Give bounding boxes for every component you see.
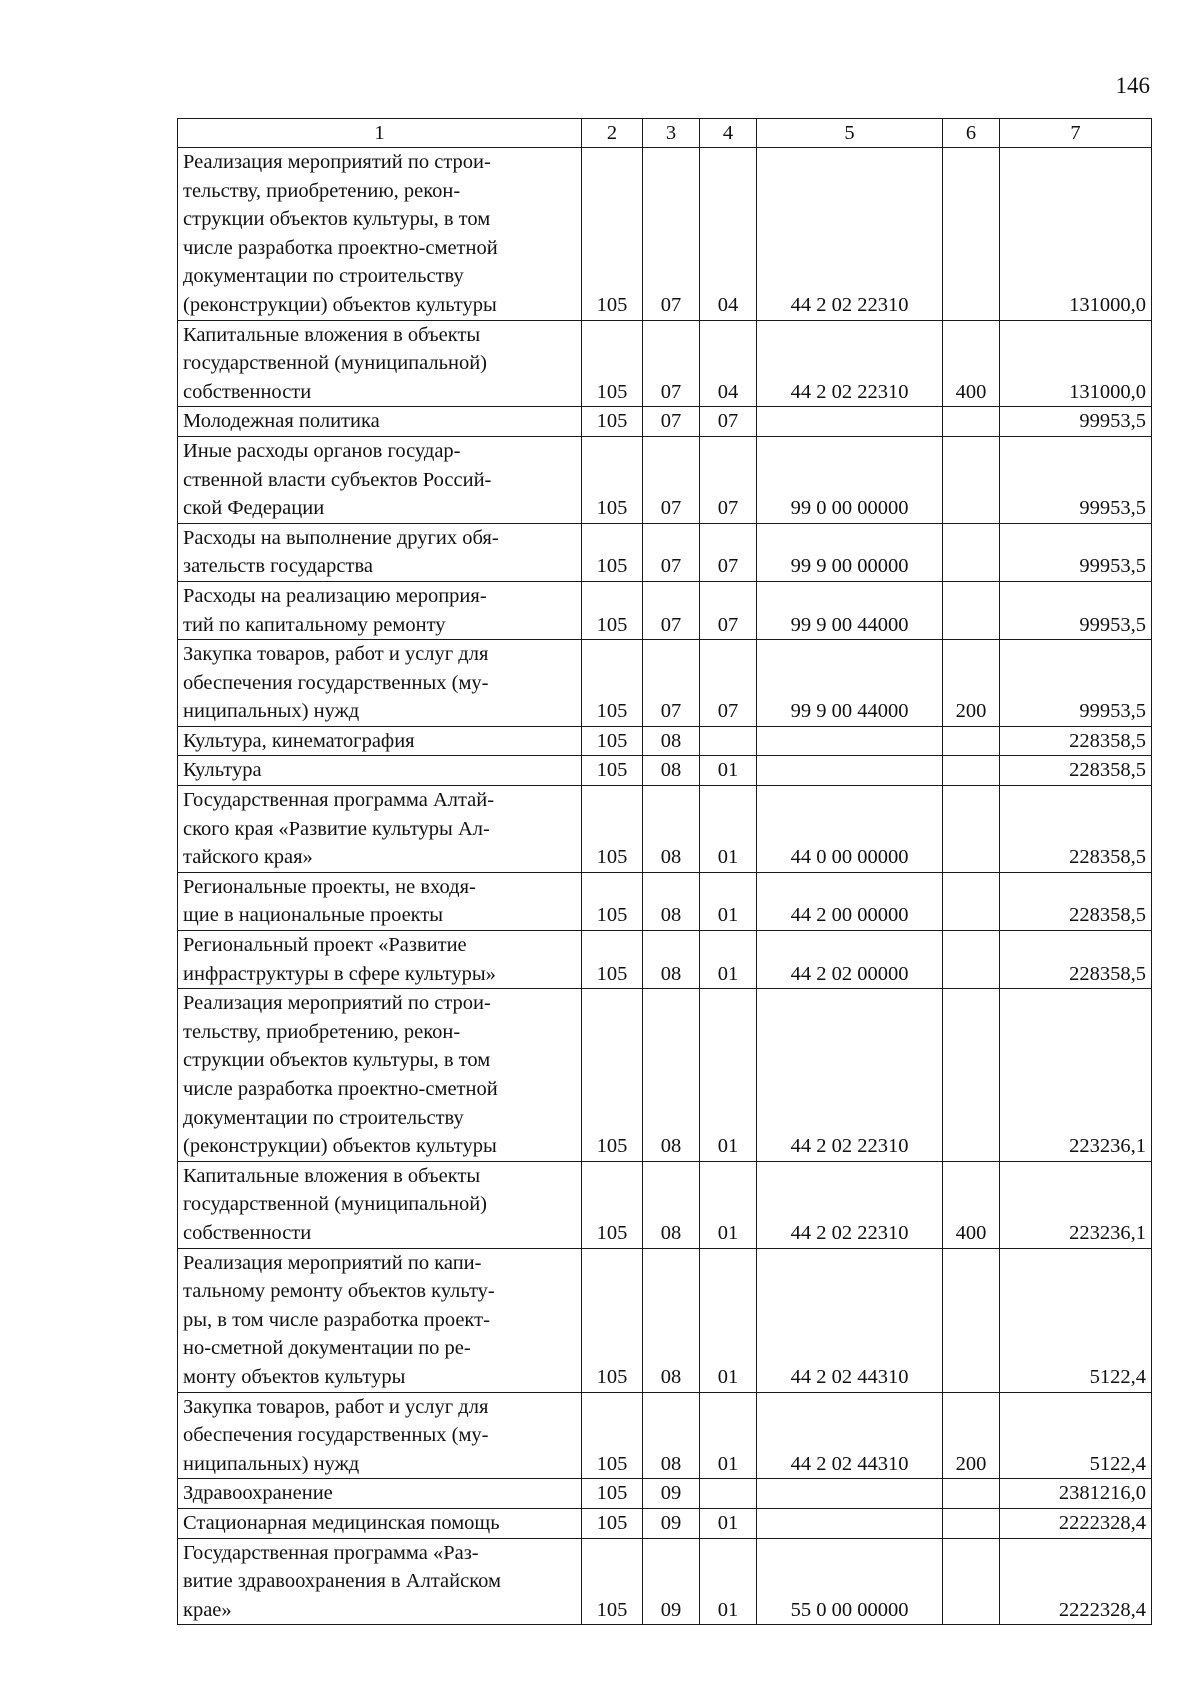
row-col-5-cell	[757, 407, 943, 437]
row-name-cell	[178, 989, 582, 1162]
row-col-5-cell: 44 2 00 00000	[757, 872, 943, 930]
row-col-2-cell: 105	[582, 1479, 643, 1509]
row-col-7-cell: 2381216,0	[1000, 1479, 1152, 1509]
row-name-cell	[178, 581, 582, 639]
row-col-5-cell: 99 9 00 44000	[757, 581, 943, 639]
table-row	[178, 989, 1152, 1162]
header-col-1: 1	[178, 119, 582, 148]
row-col-6-cell	[943, 148, 1000, 321]
row-col-2-cell: 105	[582, 1538, 643, 1625]
row-col-7-cell: 99953,5	[1000, 523, 1152, 581]
row-col-5-cell: 44 0 00 00000	[757, 786, 943, 873]
row-col-6-cell	[943, 1508, 1000, 1538]
row-col-5-cell: 99 9 00 44000	[757, 640, 943, 727]
header-col-7: 7	[1000, 119, 1152, 148]
row-col-4-cell: 01	[700, 1392, 757, 1479]
row-col-6-cell	[943, 436, 1000, 523]
row-col-5-cell	[757, 1479, 943, 1509]
table-row	[178, 407, 1152, 437]
table-row	[178, 931, 1152, 989]
row-col-5-cell: 99 9 00 00000	[757, 523, 943, 581]
row-col-7-cell: 5122,4	[1000, 1248, 1152, 1392]
row-col-6-cell	[943, 756, 1000, 786]
table-row	[178, 786, 1152, 873]
row-col-6-cell	[943, 872, 1000, 930]
table-row	[178, 581, 1152, 639]
row-col-3-cell: 07	[643, 148, 700, 321]
row-col-7-cell: 228358,5	[1000, 931, 1152, 989]
table-row	[178, 1248, 1152, 1392]
row-col-3-cell: 07	[643, 320, 700, 407]
row-col-3-cell: 08	[643, 872, 700, 930]
row-col-7-cell: 228358,5	[1000, 756, 1152, 786]
row-col-3-cell: 07	[643, 581, 700, 639]
row-name-cell	[178, 756, 582, 786]
row-name-cell	[178, 872, 582, 930]
row-name-text: Региональный проект «Развитие инфраструктуры в сфере культуры»	[183, 934, 496, 985]
row-col-4-cell	[700, 726, 757, 756]
row-col-2-cell: 105	[582, 640, 643, 727]
row-col-5-cell	[757, 726, 943, 756]
table-row	[178, 1538, 1152, 1625]
row-col-6-cell	[943, 786, 1000, 873]
row-col-7-cell: 131000,0	[1000, 148, 1152, 321]
row-col-6-cell	[943, 931, 1000, 989]
row-col-4-cell: 01	[700, 756, 757, 786]
row-col-5-cell: 44 2 02 44310	[757, 1392, 943, 1479]
row-col-7-cell: 223236,1	[1000, 989, 1152, 1162]
row-name-cell	[178, 148, 582, 321]
row-col-7-cell: 99953,5	[1000, 436, 1152, 523]
table-row	[178, 523, 1152, 581]
row-name-cell	[178, 640, 582, 727]
row-col-2-cell: 105	[582, 1508, 643, 1538]
row-name-text: Культура, кинематография	[183, 729, 415, 752]
row-col-2-cell: 105	[582, 148, 643, 321]
row-col-2-cell: 105	[582, 786, 643, 873]
row-col-4-cell: 01	[700, 872, 757, 930]
row-name-text: Государственная программа «Раз- витие здравоохранения в Алтайском крае»	[183, 1541, 501, 1621]
row-col-6-cell	[943, 1248, 1000, 1392]
row-col-5-cell: 44 2 02 22310	[757, 989, 943, 1162]
row-col-6-cell	[943, 581, 1000, 639]
row-col-7-cell: 99953,5	[1000, 640, 1152, 727]
table-row	[178, 756, 1152, 786]
row-col-3-cell: 07	[643, 407, 700, 437]
row-name-cell	[178, 407, 582, 437]
row-col-4-cell: 01	[700, 1508, 757, 1538]
row-col-6-cell: 200	[943, 1392, 1000, 1479]
row-col-7-cell: 2222328,4	[1000, 1508, 1152, 1538]
row-col-2-cell: 105	[582, 320, 643, 407]
row-name-text: Здравоохранение	[183, 1482, 333, 1505]
row-col-2-cell: 105	[582, 931, 643, 989]
row-name-text: Реализация мероприятий по строи- тельству, приобретению, рекон- струкции объектов культуры, в том числе разработка проектно-сметной документации по строительству (реконструкции) объектов культуры	[183, 992, 498, 1158]
row-col-2-cell: 105	[582, 726, 643, 756]
table-row	[178, 436, 1152, 523]
row-col-7-cell: 228358,5	[1000, 726, 1152, 756]
row-name-cell	[178, 1161, 582, 1248]
row-col-5-cell: 44 2 02 22310	[757, 320, 943, 407]
row-col-4-cell: 04	[700, 148, 757, 321]
header-row	[178, 119, 1152, 148]
table-row	[178, 320, 1152, 407]
row-col-2-cell: 105	[582, 1248, 643, 1392]
row-name-text: Закупка товаров, работ и услуг для обеспечения государственных (му- ниципальных) нужд	[183, 1395, 489, 1475]
page-number: 146	[1115, 73, 1150, 98]
row-col-3-cell: 08	[643, 726, 700, 756]
budget-table	[177, 118, 1152, 1625]
row-name-text: Культура	[183, 759, 262, 782]
row-col-3-cell: 09	[643, 1479, 700, 1509]
row-name-text: Государственная программа Алтай- ского края «Развитие культуры Ал- тайского края»	[183, 789, 495, 869]
row-col-6-cell	[943, 989, 1000, 1162]
row-col-5-cell: 99 0 00 00000	[757, 436, 943, 523]
row-col-3-cell: 07	[643, 436, 700, 523]
table-row	[178, 1161, 1152, 1248]
row-col-4-cell: 01	[700, 786, 757, 873]
table-body	[178, 148, 1152, 1625]
row-col-2-cell: 105	[582, 407, 643, 437]
row-col-4-cell: 07	[700, 407, 757, 437]
row-col-5-cell: 44 2 02 00000	[757, 931, 943, 989]
row-col-3-cell: 08	[643, 1392, 700, 1479]
row-col-4-cell: 07	[700, 640, 757, 727]
table-row	[178, 640, 1152, 727]
row-col-4-cell: 01	[700, 1161, 757, 1248]
row-col-5-cell	[757, 1508, 943, 1538]
row-col-4-cell: 01	[700, 989, 757, 1162]
row-col-3-cell: 08	[643, 756, 700, 786]
row-name-cell	[178, 523, 582, 581]
row-col-6-cell: 400	[943, 1161, 1000, 1248]
row-col-2-cell: 105	[582, 523, 643, 581]
row-col-3-cell: 07	[643, 640, 700, 727]
row-col-4-cell: 07	[700, 436, 757, 523]
row-name-cell	[178, 436, 582, 523]
row-col-4-cell: 01	[700, 931, 757, 989]
row-name-cell	[178, 726, 582, 756]
row-col-2-cell: 105	[582, 756, 643, 786]
row-col-2-cell: 105	[582, 1161, 643, 1248]
row-col-3-cell: 08	[643, 1161, 700, 1248]
header-col-2: 2	[582, 119, 643, 148]
row-name-text: Иные расходы органов государ- ственной власти субъектов Россий- ской Федерации	[183, 439, 492, 520]
row-col-4-cell: 01	[700, 1538, 757, 1625]
row-col-7-cell: 223236,1	[1000, 1161, 1152, 1248]
row-col-4-cell	[700, 1479, 757, 1509]
row-name-text: Стационарная медицинская помощь	[183, 1511, 500, 1534]
row-col-4-cell: 01	[700, 1248, 757, 1392]
row-name-text: Расходы на выполнение других обя- зательств государства	[183, 526, 499, 578]
row-col-3-cell: 08	[643, 989, 700, 1162]
row-col-5-cell: 44 2 02 44310	[757, 1248, 943, 1392]
row-name-cell	[178, 1538, 582, 1625]
row-col-7-cell: 228358,5	[1000, 786, 1152, 873]
row-name-text: Капитальные вложения в объекты государственной (муниципальной) собственности	[183, 323, 488, 403]
row-col-7-cell: 5122,4	[1000, 1392, 1152, 1479]
row-col-5-cell: 55 0 00 00000	[757, 1538, 943, 1625]
row-name-text: Реализация мероприятий по строи- тельству, приобретению, рекон- струкции объектов культуры, в том числе разработка проектно-сметной документации по строительству (реконструкции) объектов культуры	[183, 151, 498, 316]
row-col-7-cell: 99953,5	[1000, 581, 1152, 639]
header-col-4: 4	[700, 119, 757, 148]
row-col-6-cell: 200	[943, 640, 1000, 727]
row-col-4-cell: 07	[700, 523, 757, 581]
row-col-7-cell: 99953,5	[1000, 407, 1152, 437]
row-col-6-cell	[943, 726, 1000, 756]
header-col-6: 6	[943, 119, 1000, 148]
row-col-5-cell: 44 2 02 22310	[757, 1161, 943, 1248]
row-name-cell	[178, 1392, 582, 1479]
row-name-cell	[178, 1508, 582, 1538]
row-col-5-cell	[757, 756, 943, 786]
row-name-text: Расходы на реализацию мероприя- тий по капитальному ремонту	[183, 584, 487, 636]
row-name-cell	[178, 320, 582, 407]
table-row	[178, 872, 1152, 930]
header-col-3: 3	[643, 119, 700, 148]
row-name-text: Капитальные вложения в объекты государственной (муниципальной) собственности	[183, 1164, 488, 1244]
row-name-cell	[178, 931, 582, 989]
table-row	[178, 1392, 1152, 1479]
row-col-3-cell: 07	[643, 523, 700, 581]
header-col-5: 5	[757, 119, 943, 148]
row-col-4-cell: 04	[700, 320, 757, 407]
table-row	[178, 148, 1152, 321]
row-col-5-cell: 44 2 02 22310	[757, 148, 943, 321]
table-row	[178, 1508, 1152, 1538]
row-name-cell	[178, 1248, 582, 1392]
row-name-text: Молодежная политика	[183, 410, 380, 433]
table-row	[178, 1479, 1152, 1509]
row-col-2-cell: 105	[582, 989, 643, 1162]
row-name-cell	[178, 1479, 582, 1509]
row-col-6-cell	[943, 523, 1000, 581]
row-col-6-cell	[943, 1538, 1000, 1625]
row-col-3-cell: 08	[643, 786, 700, 873]
row-col-2-cell: 105	[582, 1392, 643, 1479]
row-col-7-cell: 131000,0	[1000, 320, 1152, 407]
row-col-2-cell: 105	[582, 436, 643, 523]
row-name-cell	[178, 786, 582, 873]
row-col-7-cell: 228358,5	[1000, 872, 1152, 930]
row-col-6-cell	[943, 407, 1000, 437]
row-col-6-cell	[943, 1479, 1000, 1509]
table-row	[178, 726, 1152, 756]
row-name-text: Закупка товаров, работ и услуг для обеспечения государственных (му- ниципальных) нужд	[183, 643, 489, 723]
row-col-3-cell: 09	[643, 1538, 700, 1625]
row-col-2-cell: 105	[582, 581, 643, 639]
row-name-text: Реализация мероприятий по капи- тальному ремонту объектов культу- ры, в том числе разработка проект- но-сметной документации по ре- монту объектов культуры	[183, 1251, 495, 1388]
row-name-text: Региональные проекты, не входя- щие в национальные проекты	[183, 875, 476, 927]
table-header	[178, 119, 1152, 148]
row-col-2-cell: 105	[582, 872, 643, 930]
row-col-3-cell: 08	[643, 1248, 700, 1392]
row-col-7-cell: 2222328,4	[1000, 1538, 1152, 1625]
row-col-4-cell: 07	[700, 581, 757, 639]
row-col-3-cell: 09	[643, 1508, 700, 1538]
row-col-6-cell: 400	[943, 320, 1000, 407]
row-col-3-cell: 08	[643, 931, 700, 989]
